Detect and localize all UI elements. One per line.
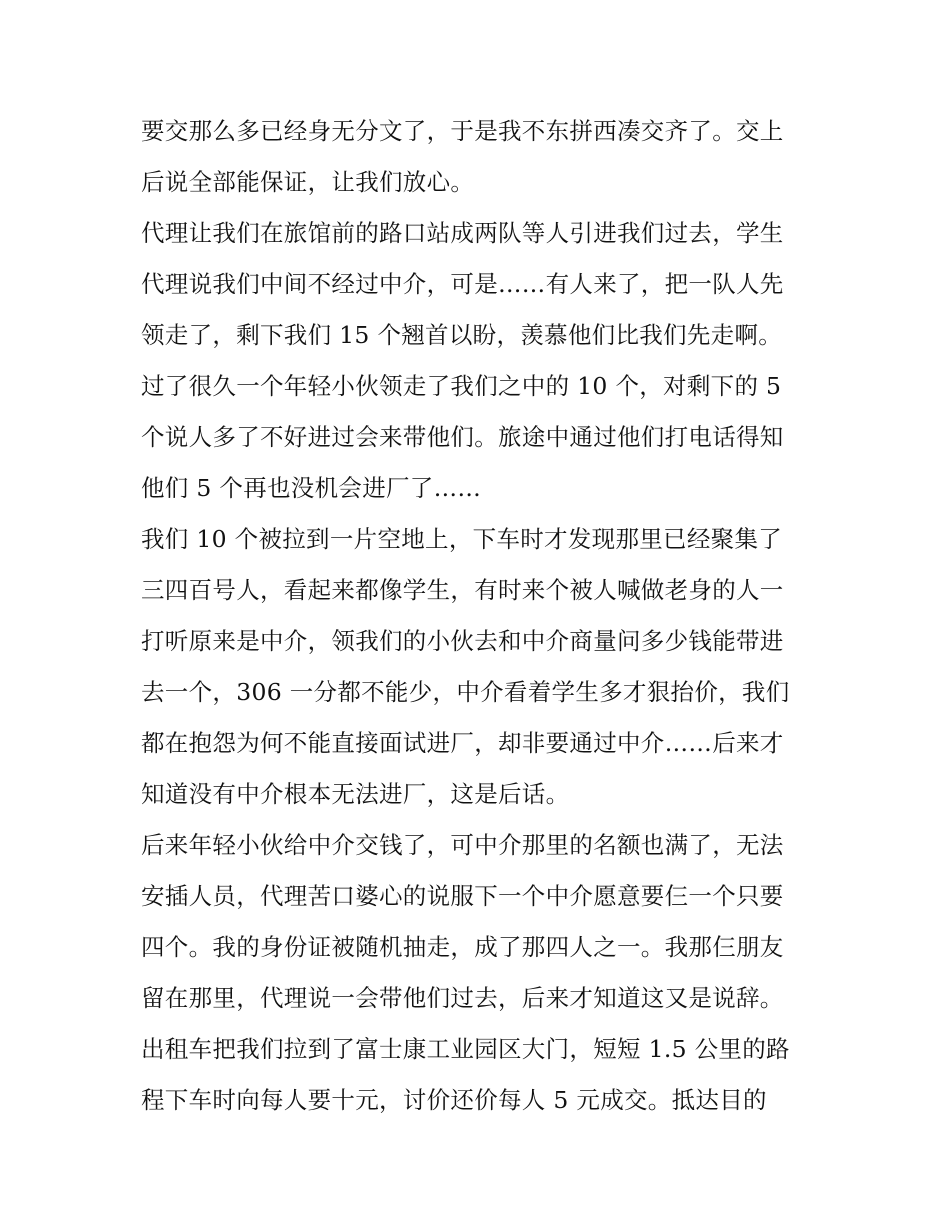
text-line: 安插人员，代理苦口婆心的说服下一个中介愿意要仨一个只要 (141, 882, 784, 910)
text-line: 我们 10 个被拉到一片空地上，下车时才发现那里已经聚集了 (141, 525, 783, 553)
text-line: 去一个，306 一分都不能少，中介看着学生多才狠抬价，我们 (141, 678, 790, 706)
text-line: 后来年轻小伙给中介交钱了，可中介那里的名额也满了，无法 (141, 831, 784, 859)
body-text (141, 106, 821, 1126)
text-line: 代理让我们在旅馆前的路口站成两队等人引进我们过去，学生 (141, 219, 784, 247)
text-line: 个说人多了不好进过会来带他们。旅途中通过他们打电话得知 (141, 423, 784, 451)
text-line: 都在抱怨为何不能直接面试进厂，却非要通过中介……后来才 (141, 729, 784, 757)
text-line: 留在那里，代理说一会带他们过去，后来才知道这又是说辞。 (141, 984, 784, 1012)
text-line: 三四百号人，看起来都像学生，有时来个被人喊做老身的人一 (141, 576, 784, 604)
text-line: 领走了，剩下我们 15 个翘首以盼，羡慕他们比我们先走啊。 (141, 321, 783, 349)
text-line: 出租车把我们拉到了富士康工业园区大门，短短 1.5 公里的路 (141, 1035, 790, 1063)
text-line: 程下车时向每人要十元，讨价还价每人 5 元成交。抵达目的 (141, 1086, 767, 1114)
text-line: 打听原来是中介，领我们的小伙去和中介商量问多少钱能带进 (141, 627, 784, 655)
text-line: 过了很久一个年轻小伙领走了我们之中的 10 个，对剩下的 5 (141, 372, 782, 400)
text-line: 代理说我们中间不经过中介，可是……有人来了，把一队人先 (141, 270, 784, 298)
text-line: 后说全部能保证，让我们放心。 (141, 168, 475, 196)
text-line: 要交那么多已经身无分文了，于是我不东拼西凑交齐了。交上 (141, 117, 784, 145)
text-line: 四个。我的身份证被随机抽走，成了那四人之一。我那仨朋友 (141, 933, 784, 961)
text-line: 他们 5 个再也没机会进厂了…… (141, 474, 482, 502)
text-line: 知道没有中介根本无法进厂，这是后话。 (141, 780, 570, 808)
